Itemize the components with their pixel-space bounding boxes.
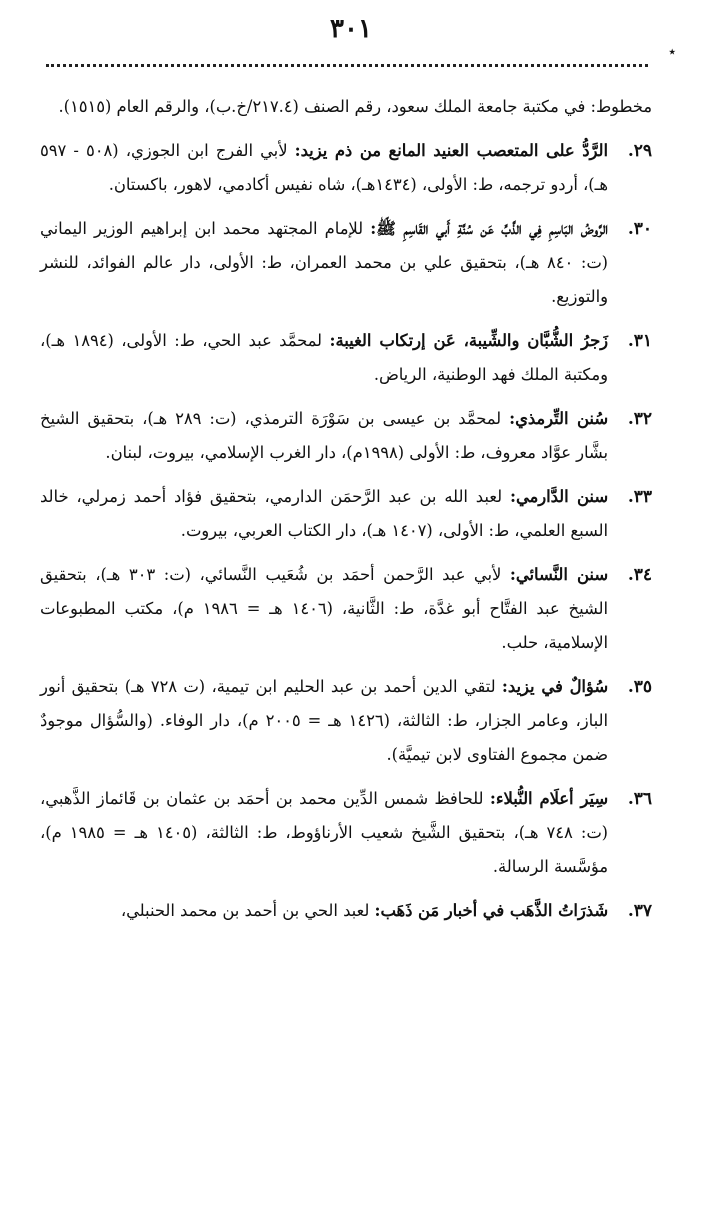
header-dotted-rule [46,64,648,67]
entry-number: ٣١. [627,331,652,351]
corner-mark: ٭ [668,44,676,60]
list-item [40,212,652,314]
entry-text: لعبد الله بن عبد الرَّحمَن الدارمي، بتحقيق فؤاد أحمد زمرلي، خالد السبع العلمي، ط: الأولى، (١٤٠٧ هـ)، دار الكتاب العربي، بيروت. [40,487,608,540]
list-item [40,558,652,660]
entry-title: شَذرَاتُ الذَّهَب في أخبار مَن ذَهَب: [374,901,608,920]
entry-title: الرَّدُّ على المتعصب العنيد المانع من ذم يزيد: [294,141,608,160]
entry-number: ٣٦. [627,789,652,809]
list-item [40,894,652,928]
entry-number: ٣٠. [627,219,652,239]
entry-number: ٣٥. [627,677,652,697]
list-item [40,670,652,772]
entry-text: لعبد الحي بن أحمد بن محمد الحنبلي، [120,901,375,920]
entry-text: لأبي عبد الرَّحمن أحمَد بن شُعَيب النَّسائي، (ت: ٣٠٣ هـ)، بتحقيق الشيخ عبد الفتَّاح أبو غدَّة، ط: الثَّانية، (١٤٠٦ هـ = ١٩٨٦ م)، مكتب المطبوعات الإسلامية، حلب. [40,565,608,652]
bibliography-list [40,90,652,938]
list-item [40,324,652,392]
page-number: ٣٠١ [330,14,372,44]
list-item [40,134,652,202]
entry-text: للحافظ شمس الدِّين محمد بن أحمَد بن عثمان بن قَائماز الذَّهبي، (ت: ٧٤٨ هـ)، بتحقيق الشَّيخ شعيب الأرناؤوط، ط: الثالثة، (١٤٠٥ هـ = ١٩٨٥ م)، مؤسَّسة الرسالة. [40,789,609,876]
entry-title: سنن النَّسائي: [509,565,608,584]
entry-text: لمحمَّد بن عيسى بن سَوْرَة الترمذي، (ت: ٢٨٩ هـ)، بتحقيق الشيخ بشَّار عوَّاد معروف، ط: الأولى (١٩٩٨م)، دار الغرب الإسلامي، بيروت، لبنان. [40,409,608,462]
entry-title: سنن الدَّارمي: [509,487,608,506]
entry-text: مخطوط: في مكتبة جامعة الملك سعود، رقم الصنف (٢١٧.٤/خ.ب)، والرقم العام (١٥١٥). [58,97,652,116]
entry-title: سُؤالٌ في يزيد: [501,677,608,696]
entry-text: لتقي الدين أحمد بن عبد الحليم ابن تيمية، (ت ٧٢٨ هـ) بتحقيق أنور الباز، وعامر الجزار، ط: الثالثة، (١٤٢٦ هـ = ٢٠٠٥ م)، دار الوفاء. (والسُّؤال موجودٌ ضمن مجموع الفتاوى لابن تيميَّة). [40,677,608,764]
entry-number: ٣٧. [627,901,652,921]
entry-title: سِيَر أعلَام النُّبلاء: [489,789,608,808]
entry-title: الرَّوضُ البَاسِمِ فِي الذَّبِّ عَن سُنَّةِ أَبي القَاسِمِ ﷺ: [370,219,608,238]
entry-title: زَجرُ الشُّبَّان والشِّيبة، عَن إرتكاب الغيبة: [329,331,608,350]
list-item [40,402,652,470]
entry-text: لأبي الفرج ابن الجوزي، (٥٠٨ - ٥٩٧ هـ)، أردو ترجمه، ط: الأولى، (١٤٣٤هـ)، شاه نفيس أكادمي، لاهور، باكستان. [40,141,608,194]
entry-number: ٢٩. [627,141,652,161]
list-item [40,782,652,884]
entry-text: للإمام المجتهد محمد ابن إبراهيم الوزير اليماني (ت: ٨٤٠ هـ)، بتحقيق علي بن محمد العمران، ط: الأولى، دار عالم الفوائد، للنشر والتوزيع. [40,219,608,306]
entry-number: ٣٤. [627,565,652,585]
entry-number: ٣٢. [627,409,652,429]
entry-number: ٣٣. [627,487,652,507]
list-item [40,480,652,548]
list-item [40,90,652,124]
entry-text: لمحمَّد عبد الحي، ط: الأولى، (١٨٩٤ هـ)، ومكتبة الملك فهد الوطنية، الرياض. [40,331,608,384]
entry-title: سُنن التِّرمذي: [509,409,608,428]
